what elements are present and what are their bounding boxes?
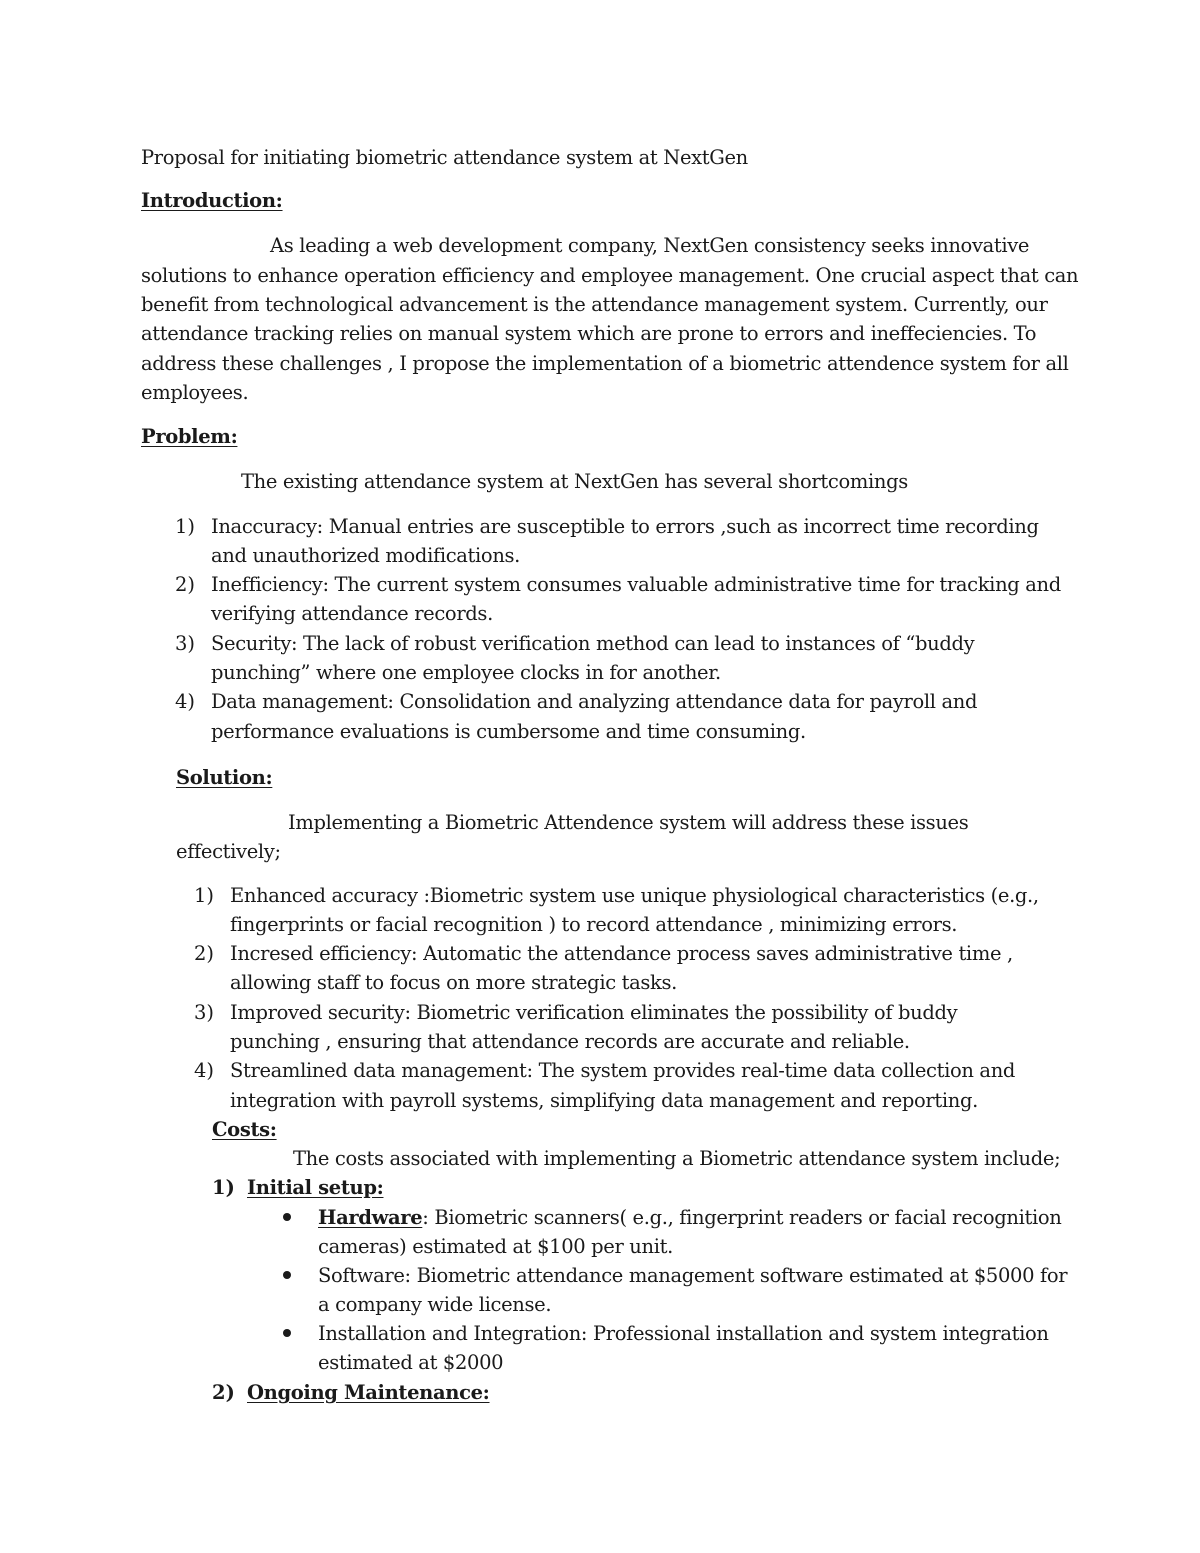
solution-item-line: Incresed efficiency: Automatic the attendance process saves administrative time , [230, 942, 1013, 965]
introduction-line: attendance tracking relies on manual system which are prone to errors and ineffeciencies. To [141, 322, 1037, 345]
costs-section-number: 2) [212, 1381, 235, 1404]
solution-item-number: 4) [194, 1059, 215, 1082]
problem-item-line: Data management: Consolidation and analyzing attendance data for payroll and [211, 690, 978, 713]
cost-bullet-line: cameras) estimated at $100 per unit. [318, 1235, 673, 1258]
cost-bullet-line: Software: Biometric attendance management software estimated at $5000 for [318, 1264, 1068, 1287]
introduction-line: As leading a web development company, NextGen consistency seeks innovative [270, 234, 1030, 257]
solution-item-line: allowing staff to focus on more strategic tasks. [230, 971, 678, 994]
solution-item-line: Enhanced accuracy :Biometric system use unique physiological characteristics (e.g., [230, 884, 1039, 907]
cost-bullet-line: estimated at $2000 [318, 1351, 504, 1374]
solution-item-line: fingerprints or facial recognition ) to record attendance , minimizing errors. [230, 913, 958, 936]
solution-item-number: 2) [194, 942, 215, 965]
solution-item-line: integration with payroll systems, simplifying data management and reporting. [230, 1089, 978, 1112]
problem-intro: The existing attendance system at NextGen has several shortcomings [241, 470, 908, 493]
costs-section-title: Initial setup: [247, 1176, 384, 1199]
problem-heading: Problem: [141, 425, 238, 448]
document-title: Proposal for initiating biometric attendance system at NextGen [141, 146, 748, 169]
problem-item-number: 4) [175, 690, 196, 713]
solution-intro-line: effectively; [176, 840, 281, 863]
cost-bullet-line: a company wide license. [318, 1293, 552, 1316]
problem-item-number: 2) [175, 573, 196, 596]
bullet-icon [283, 1271, 291, 1279]
solution-item-number: 1) [194, 884, 215, 907]
bullet-icon [283, 1213, 291, 1221]
solution-item-number: 3) [194, 1001, 215, 1024]
costs-heading: Costs: [212, 1118, 277, 1141]
costs-section-title: Ongoing Maintenance: [247, 1381, 490, 1404]
cost-bullet-line: Installation and Integration: Professional installation and system integration [318, 1322, 1049, 1345]
introduction-line: benefit from technological advancement is the attendance management system. Currently, our [141, 293, 1048, 316]
problem-item-line: and unauthorized modifications. [211, 544, 521, 567]
problem-item-line: Inaccuracy: Manual entries are susceptible to errors ,such as incorrect time recording [211, 515, 1039, 538]
problem-item-line: performance evaluations is cumbersome and time consuming. [211, 720, 806, 743]
problem-item-line: punching” where one employee clocks in for another. [211, 661, 721, 684]
solution-item-line: Improved security: Biometric verification eliminates the possibility of buddy [230, 1001, 958, 1024]
problem-item-line: Security: The lack of robust verification method can lead to instances of “buddy [211, 632, 975, 655]
introduction-line: solutions to enhance operation efficiency and employee management. One crucial aspect that can [141, 264, 1079, 287]
solution-item-line: punching , ensuring that attendance records are accurate and reliable. [230, 1030, 910, 1053]
solution-heading: Solution: [176, 766, 273, 789]
problem-item-line: Inefficiency: The current system consumes valuable administrative time for tracking and [211, 573, 1061, 596]
introduction-line: employees. [141, 381, 249, 404]
bullet-icon [283, 1329, 291, 1337]
problem-item-number: 3) [175, 632, 196, 655]
cost-bullet-line [318, 1203, 1061, 1232]
problem-item-number: 1) [175, 515, 196, 538]
introduction-heading: Introduction: [141, 189, 283, 212]
cost-bullet-label: Hardware [318, 1206, 423, 1229]
cost-bullet-text: : Biometric scanners( e.g., fingerprint readers or facial recognition [422, 1206, 1062, 1229]
costs-section-number: 1) [212, 1176, 235, 1199]
solution-item-line: Streamlined data management: The system provides real-time data collection and [230, 1059, 1016, 1082]
introduction-line: address these challenges , I propose the implementation of a biometric attendence system for all [141, 352, 1069, 375]
problem-item-line: verifying attendance records. [211, 602, 493, 625]
solution-intro-line: Implementing a Biometric Attendence system will address these issues [288, 811, 969, 834]
costs-intro: The costs associated with implementing a Biometric attendance system include; [293, 1147, 1061, 1170]
